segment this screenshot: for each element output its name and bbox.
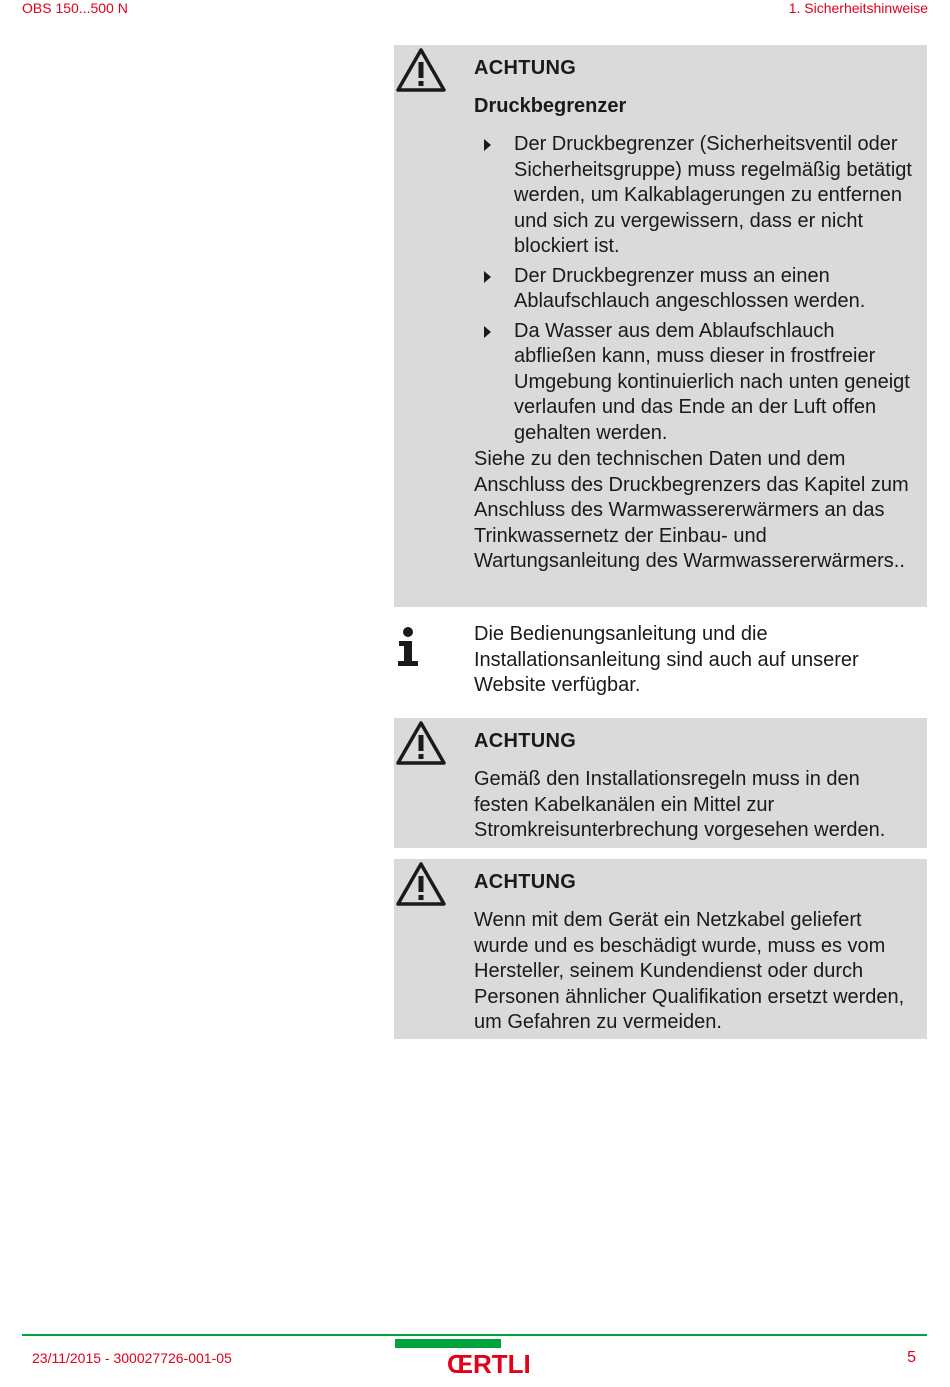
warning-triangle-icon xyxy=(396,47,446,93)
notice-title: ACHTUNG xyxy=(474,730,577,752)
footer-date-reference: 23/11/2015 - 300027726-001-05 xyxy=(32,1350,232,1366)
brand-logo: ŒRTLI xyxy=(447,1349,531,1379)
list-item-text: Da Wasser aus dem Ablaufschlauch abfließen kann, muss dieser in frostfreier Umgebung kontinuierlich nach unten geneigt verlaufen und das Ende an der Luft offen gehalten werden. xyxy=(514,319,910,444)
bullet-arrow-icon xyxy=(484,139,491,151)
page-number: 5 xyxy=(907,1349,916,1366)
logo-accent-bar xyxy=(395,1339,501,1348)
warning-notice-power-cable xyxy=(394,859,927,1039)
notice-title: ACHTUNG xyxy=(474,57,577,79)
footer-divider xyxy=(22,1334,927,1336)
notice-title: ACHTUNG xyxy=(474,871,577,893)
notice-subtitle: Druckbegrenzer xyxy=(474,95,627,117)
header-document-title: OBS 150...500 N xyxy=(22,0,128,16)
list-item-text: Der Druckbegrenzer (Sicherheitsventil oder Sicherheitsgruppe) muss regelmäßig betätigt werden, um Kalkablagerungen zu entfernen und sich zu vergewissern, dass er nicht blockiert ist. xyxy=(514,133,912,257)
info-text: Die Bedienungsanleitung und die Installationsanleitung sind auch auf unserer Website verfügbar. xyxy=(474,623,859,696)
list-item xyxy=(474,264,919,315)
warning-triangle-icon xyxy=(396,720,446,766)
info-note xyxy=(394,622,927,702)
notice-paragraph: Gemäß den Installationsregeln muss in den festen Kabelkanälen ein Mittel zur Stromkreisunterbrechung vorgesehen werden. xyxy=(474,768,886,841)
notice-paragraph: Siehe zu den technischen Daten und dem Anschluss des Druckbegrenzers das Kapitel zum Anschluss des Warmwassererwärmers an das Trinkwassernetz der Einbau- und Wartungsanleitung des Warmwassererwärmers.. xyxy=(474,448,909,572)
list-item-text: Der Druckbegrenzer muss an einen Ablaufschlauch angeschlossen werden. xyxy=(514,264,866,312)
bullet-arrow-icon xyxy=(484,271,491,283)
notice-paragraph: Wenn mit dem Gerät ein Netzkabel geliefert wurde und es beschädigt wurde, muss es vom Hersteller, seinem Kundendienst oder durch Personen ähnlicher Qualifikation ersetzt werden, um Gefahren zu vermeiden. xyxy=(474,909,905,1033)
list-item xyxy=(474,132,919,260)
list-item xyxy=(474,319,919,447)
warning-notice-pressure-limiter xyxy=(394,45,927,607)
bullet-list xyxy=(474,132,919,446)
warning-notice-circuit-break xyxy=(394,718,927,848)
info-icon xyxy=(396,626,420,666)
warning-triangle-icon xyxy=(396,861,446,907)
header-chapter-title: 1. Sicherheitshinweise xyxy=(788,0,928,16)
bullet-arrow-icon xyxy=(484,326,491,338)
notice-body xyxy=(474,132,919,575)
